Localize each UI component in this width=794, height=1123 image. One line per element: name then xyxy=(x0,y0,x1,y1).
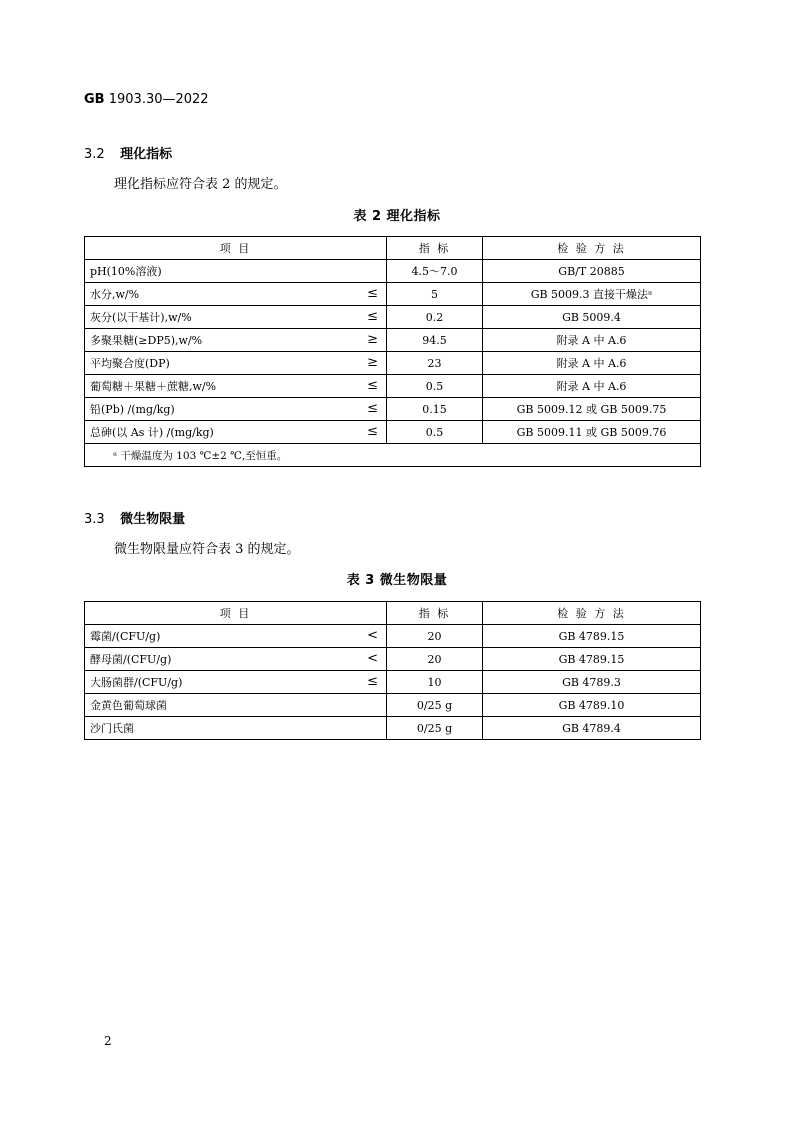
row-item xyxy=(85,625,387,648)
row-method: GB 5009.3 直接干燥法ᵃ xyxy=(483,283,701,306)
row-item xyxy=(85,283,387,306)
table-row xyxy=(85,671,701,694)
row-value: 0/25 g xyxy=(387,717,483,740)
row-item xyxy=(85,398,387,421)
row-method: GB 4789.15 xyxy=(483,625,701,648)
table-footnote: ᵃ 干燥温度为 103 ℃±2 ℃,至恒重。 xyxy=(85,444,701,467)
row-item xyxy=(85,352,387,375)
row-item xyxy=(85,260,387,283)
row-value: 0.5 xyxy=(387,375,483,398)
page-number: 2 xyxy=(104,1034,112,1048)
row-item-label: 铅(Pb) /(mg/kg) xyxy=(90,403,175,416)
row-method: GB 5009.4 xyxy=(483,306,701,329)
row-value: 0.5 xyxy=(387,421,483,444)
header-item: 项 目 xyxy=(85,602,387,625)
row-item-label: pH(10%溶液) xyxy=(90,265,162,278)
table-caption: 表 2 理化指标 xyxy=(353,209,441,224)
standard-code xyxy=(84,92,209,107)
table-row xyxy=(85,694,701,717)
table-row xyxy=(85,283,701,306)
table-row xyxy=(85,648,701,671)
row-value: 0.2 xyxy=(387,306,483,329)
row-item-label: 酵母菌/(CFU/g) xyxy=(90,653,172,666)
row-item xyxy=(85,671,387,694)
header-value: 指 标 xyxy=(387,602,483,625)
row-method: 附录 A 中 A.6 xyxy=(483,352,701,375)
row-relation: ≥ xyxy=(367,355,378,370)
table-caption: 表 3 微生物限量 xyxy=(346,573,448,588)
table-header-row xyxy=(85,602,701,625)
table-row xyxy=(85,260,701,283)
table-row xyxy=(85,625,701,648)
header-method: 检 验 方 法 xyxy=(483,602,701,625)
row-item-label: 霉菌/(CFU/g) xyxy=(90,630,161,643)
section-paragraph: 微生物限量应符合表 3 的规定。 xyxy=(114,542,300,557)
physicochemical-table xyxy=(84,236,701,467)
row-value: 0/25 g xyxy=(387,694,483,717)
row-method: 附录 A 中 A.6 xyxy=(483,329,701,352)
row-item xyxy=(85,717,387,740)
row-value: 5 xyxy=(387,283,483,306)
row-value: 4.5～7.0 xyxy=(387,260,483,283)
row-relation: ≤ xyxy=(367,401,378,416)
row-relation: ≥ xyxy=(367,332,378,347)
row-item xyxy=(85,421,387,444)
row-item-label: 总砷(以 As 计) /(mg/kg) xyxy=(90,426,214,439)
row-method: GB/T 20885 xyxy=(483,260,701,283)
row-value: 20 xyxy=(387,625,483,648)
row-relation: ≤ xyxy=(367,674,378,689)
header-value: 指 标 xyxy=(387,237,483,260)
row-relation: ≤ xyxy=(367,286,378,301)
table-footnote-row xyxy=(85,444,701,467)
microbiological-table xyxy=(84,601,701,740)
row-method: GB 5009.12 或 GB 5009.75 xyxy=(483,398,701,421)
section-title: 理化指标 xyxy=(120,147,173,162)
row-value: 20 xyxy=(387,648,483,671)
row-item-label: 沙门氏菌 xyxy=(90,722,134,735)
row-method: 附录 A 中 A.6 xyxy=(483,375,701,398)
table-row xyxy=(85,352,701,375)
row-item xyxy=(85,648,387,671)
section-title: 微生物限量 xyxy=(120,512,186,527)
row-method: GB 4789.10 xyxy=(483,694,701,717)
row-method: GB 5009.11 或 GB 5009.76 xyxy=(483,421,701,444)
row-item-label: 灰分(以干基计),w/% xyxy=(90,311,192,324)
section-number: 3.3 xyxy=(84,512,105,527)
row-item-label: 水分,w/% xyxy=(90,288,140,301)
row-item-label: 平均聚合度(DP) xyxy=(90,357,170,370)
row-value: 94.5 xyxy=(387,329,483,352)
row-item xyxy=(85,694,387,717)
row-value: 23 xyxy=(387,352,483,375)
row-item-label: 大肠菌群/(CFU/g) xyxy=(90,676,183,689)
row-item-label: 金黄色葡萄球菌 xyxy=(90,699,167,712)
header-method: 检 验 方 法 xyxy=(483,237,701,260)
row-method: GB 4789.15 xyxy=(483,648,701,671)
section-number: 3.2 xyxy=(84,147,105,162)
row-value: 10 xyxy=(387,671,483,694)
table-row xyxy=(85,306,701,329)
table-row xyxy=(85,398,701,421)
row-relation: < xyxy=(367,628,378,643)
row-relation: < xyxy=(367,651,378,666)
section-paragraph: 理化指标应符合表 2 的规定。 xyxy=(114,177,287,192)
standard-number: 1903.30—2022 xyxy=(108,92,209,107)
row-relation: ≤ xyxy=(367,424,378,439)
header-item: 项 目 xyxy=(85,237,387,260)
table-row xyxy=(85,717,701,740)
table-header-row xyxy=(85,237,701,260)
row-value: 0.15 xyxy=(387,398,483,421)
row-item xyxy=(85,375,387,398)
row-item xyxy=(85,306,387,329)
row-item-label: 多聚果糖(≥DP5),w/% xyxy=(90,334,203,347)
table-row xyxy=(85,375,701,398)
table-row xyxy=(85,329,701,352)
section-heading-3-3 xyxy=(84,508,185,527)
row-relation: ≤ xyxy=(367,309,378,324)
table-row xyxy=(85,421,701,444)
row-item-label: 葡萄糖＋果糖＋蔗糖,w/% xyxy=(90,380,217,393)
row-method: GB 4789.3 xyxy=(483,671,701,694)
section-heading-3-2 xyxy=(84,143,172,162)
row-item xyxy=(85,329,387,352)
standard-prefix: GB xyxy=(84,92,105,107)
row-method: GB 4789.4 xyxy=(483,717,701,740)
row-relation: ≤ xyxy=(367,378,378,393)
